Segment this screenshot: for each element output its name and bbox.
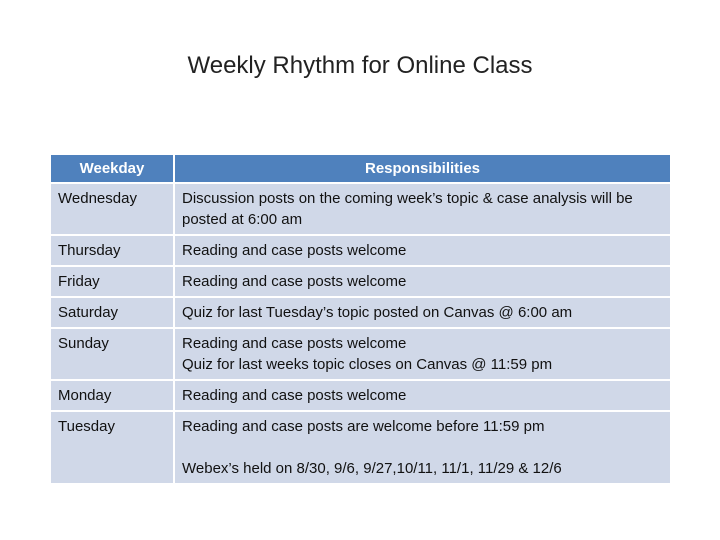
header-weekday: Weekday (50, 154, 174, 183)
responsibility-cell (174, 380, 671, 411)
table-header-row (50, 154, 671, 183)
responsibility-cell (174, 183, 671, 235)
responsibility-cell (174, 235, 671, 266)
responsibility-text: Reading and case posts welcome (182, 387, 407, 404)
responsibility-text: Reading and case posts welcome (182, 335, 407, 352)
responsibility-text: Reading and case posts welcome (182, 273, 407, 290)
responsibility-text: Quiz for last Tuesday’s topic posted on Canvas @ 6:00 am (182, 304, 573, 321)
line-spacer (182, 437, 663, 458)
weekday-cell: Wednesday (50, 183, 174, 235)
weekday-cell: Saturday (50, 297, 174, 328)
weekly-rhythm-table (49, 153, 672, 485)
responsibility-text: Discussion posts on the coming week’s topic & case analysis will be posted at 6:00 am (182, 190, 633, 228)
responsibility-text: Reading and case posts are welcome before 11:59 pm (182, 418, 545, 435)
responsibility-text: Webex’s held on 8/30, 9/6, 9/27,10/11, 11/1, 11/29 & 12/6 (182, 460, 562, 477)
table-row (50, 380, 671, 411)
table-row (50, 297, 671, 328)
responsibility-text: Quiz for last weeks topic closes on Canvas @ 11:59 pm (182, 356, 553, 373)
table-row (50, 235, 671, 266)
header-responsibilities: Responsibilities (174, 154, 671, 183)
table-row (50, 328, 671, 380)
table-row (50, 183, 671, 235)
responsibility-cell (174, 266, 671, 297)
responsibility-cell (174, 297, 671, 328)
table-row (50, 411, 671, 484)
weekday-cell: Monday (50, 380, 174, 411)
weekday-cell: Tuesday (50, 411, 174, 484)
table-row (50, 266, 671, 297)
responsibility-cell (174, 411, 671, 484)
weekday-cell: Friday (50, 266, 174, 297)
slide-title: Weekly Rhythm for Online Class (187, 52, 533, 79)
weekday-cell: Thursday (50, 235, 174, 266)
weekday-cell: Sunday (50, 328, 174, 380)
responsibility-cell (174, 328, 671, 380)
responsibility-text: Reading and case posts welcome (182, 242, 407, 259)
